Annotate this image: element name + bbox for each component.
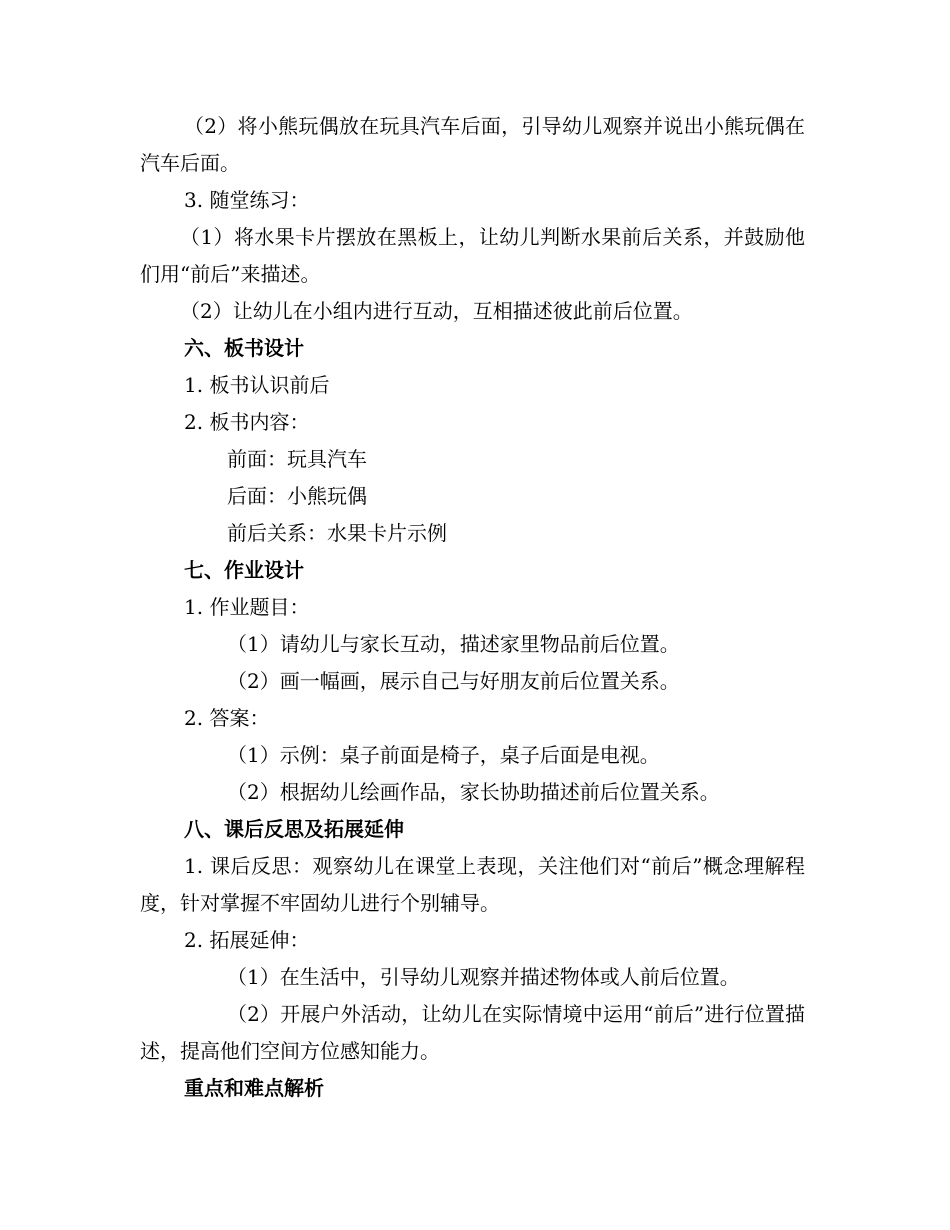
document-body [140, 108, 805, 1107]
paragraph-reflection: 1. 课后反思：观察幼儿在课堂上表现，关注他们对“前后”概念理解程度，针对掌握不牢固幼儿进行个别辅导。 [140, 854, 805, 915]
list-item-extension: 2. 拓展延伸： [184, 928, 310, 952]
section-heading-key-points: 重点和难点解析 [184, 1076, 324, 1100]
answer-item-2: （2）根据幼儿绘画作品，家长协助描述前后位置关系。 [227, 780, 720, 804]
paragraph-practice-2: （2）让幼儿在小组内进行互动，互相描述彼此前后位置。 [180, 299, 693, 323]
paragraph-practice-title: 3. 随堂练习： [184, 188, 310, 212]
list-item-board-title: 1. 板书认识前后 [184, 373, 330, 397]
board-line-front: 前面：玩具汽车 [227, 447, 367, 471]
homework-item-1: （1）请幼儿与家长互动，描述家里物品前后位置。 [227, 632, 680, 656]
extension-item-2: （2）开展户外活动，让幼儿在实际情境中运用“前后”进行位置描述，提高他们空间方位感知能力。 [140, 1002, 805, 1063]
section-heading-homework: 七、作业设计 [184, 558, 304, 582]
list-item-homework-topics: 1. 作业题目： [184, 595, 310, 619]
section-heading-reflection: 八、课后反思及拓展延伸 [184, 817, 404, 841]
paragraph-step-2: （2）将小熊玩偶放在玩具汽车后面，引导幼儿观察并说出小熊玩偶在汽车后面。 [140, 114, 805, 175]
list-item-board-content: 2. 板书内容： [184, 410, 310, 434]
list-item-answers: 2. 答案： [184, 706, 270, 730]
answer-item-1: （1）示例：桌子前面是椅子，桌子后面是电视。 [227, 743, 660, 767]
extension-item-1: （1）在生活中，引导幼儿观察并描述物体或人前后位置。 [227, 965, 740, 989]
board-line-relation: 前后关系：水果卡片示例 [227, 521, 447, 545]
homework-item-2: （2）画一幅画，展示自己与好朋友前后位置关系。 [227, 669, 680, 693]
section-heading-board-design: 六、板书设计 [184, 336, 304, 360]
paragraph-practice-1: （1）将水果卡片摆放在黑板上，让幼儿判断水果前后关系，并鼓励他们用“前后”来描述。 [140, 225, 805, 286]
board-line-back: 后面：小熊玩偶 [227, 484, 367, 508]
